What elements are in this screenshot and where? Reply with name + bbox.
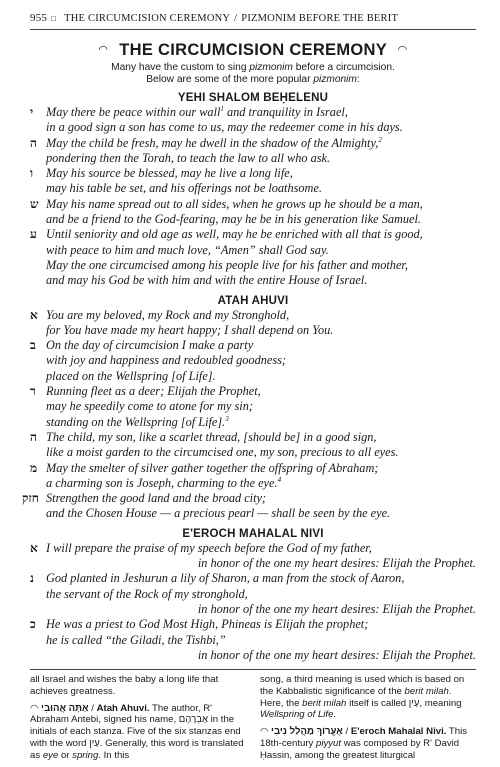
hebrew-heading: אַתָּה אֲהוּבִי: [41, 702, 89, 714]
acrostic-letter: נ: [30, 571, 34, 586]
running-header: [30, 10, 476, 30]
verse-line: he is called “the Giladi, the Tishbi,”: [46, 632, 226, 647]
acrostic-letter: ה: [30, 135, 37, 150]
notes-left-column: [30, 674, 246, 767]
acrostic-letter: א: [30, 307, 38, 322]
verse-line: for You have made my heart happy; I shall depend on You.: [46, 322, 334, 337]
acrostic-letter: ו: [30, 166, 34, 181]
verse-line: and tranquility in Israel,: [223, 105, 348, 119]
acrostic-letter: חזק: [22, 491, 39, 506]
note-term: Wellspring of Life: [260, 709, 334, 721]
stanza: [30, 461, 476, 492]
verse-line: God planted in Jeshurun a lily of Sharon, a man from the stock of Aaron,: [46, 571, 405, 586]
stanza: [22, 491, 476, 522]
running-title-right: PIZMONIM BEFORE THE BERIT: [241, 12, 399, 24]
note-text: .: [333, 709, 337, 721]
intro-text: [30, 62, 476, 86]
square-icon: □: [51, 13, 57, 23]
section-heading-yehi-shalom: YEHI SHALOM BEḤELENU: [177, 92, 329, 104]
note-text: was composed by R' David Ḥassin, among the greatest liturgical: [260, 738, 460, 761]
acrostic-letter: ה: [30, 429, 37, 444]
stanza: [30, 338, 476, 384]
header-separator: /: [234, 12, 238, 24]
note-paragraph: [260, 674, 476, 721]
verse-line: The child, my son, like a scarlet thread, [should be] in a good sign,: [46, 429, 377, 444]
note-text: . Here, the: [260, 685, 452, 709]
verse-line: like a moist garden to the circumcised one, my son, precious to all eyes.: [46, 445, 399, 460]
acrostic-letter: ע: [30, 227, 37, 242]
intro-line1-a: Many have the custom to sing: [111, 62, 250, 73]
note-text: , meaning: [419, 697, 462, 709]
stanza: [30, 617, 476, 663]
note-text: in the initials of each stanza. Five of the six stanzas end with the word: [30, 714, 241, 750]
acrostic-letter: ב: [30, 338, 36, 353]
verse-line: pondering then the Torah, to teach the law to all who ask.: [46, 150, 331, 165]
intro-line1-c: before a circumcision.: [292, 62, 395, 73]
verse-line: with peace to him and much love, “Amen” shall God say.: [46, 242, 329, 257]
note-text: or: [58, 749, 73, 761]
acrostic-letter: מ: [30, 460, 38, 475]
ornament-right-icon: ◠: [397, 44, 408, 56]
note-paragraph: all Israel and wishes the baby a long life that achieves greatness.: [30, 674, 219, 697]
commentary-notes: [30, 674, 476, 767]
stanza: [30, 541, 476, 572]
note-term: piyyut: [316, 738, 342, 750]
prayer-page: [22, 10, 476, 767]
stanza: [30, 136, 476, 167]
slash: /: [342, 726, 351, 738]
verse-line: May there be peace within our wall: [46, 105, 221, 119]
note-text: . In this: [98, 749, 130, 761]
ornament-icon: ◠: [30, 702, 39, 714]
note-text: itself is called: [346, 697, 409, 709]
verse-line: the servant of the Rock of my stronghold,: [46, 586, 248, 601]
verse-line: and may his God be with him and with the entire House of Israel.: [46, 273, 368, 288]
acrostic-letter: י: [30, 105, 34, 119]
stanza: [30, 384, 476, 430]
verse-line: You are my beloved, my Rock and my Stronghold,: [46, 307, 290, 322]
hebrew-word: אַבְרָהָם: [178, 714, 208, 726]
note-paragraph: [260, 726, 476, 761]
verse-line: may his table be set, and his offerings not be loathsome.: [46, 181, 322, 196]
intro-line2-a: Below are some of the more popular: [146, 74, 314, 85]
section-heading-eeroch: E'EROCH MAHALAL NIVI: [182, 527, 324, 540]
refrain-line: in honor of the one my heart desires: Elijah the Prophet.: [197, 556, 476, 571]
note-term: berit milah: [302, 697, 347, 709]
acrostic-letter: ר: [30, 384, 36, 399]
ornament-icon: ◠: [260, 726, 269, 738]
stanza: [30, 430, 476, 461]
stanza: [30, 308, 476, 339]
verse-line: On the day of circumcision I make a party: [46, 338, 254, 353]
note-text: . Generally, this word is translated as: [30, 738, 244, 761]
note-paragraph: [30, 703, 246, 762]
acrostic-letter: כ: [30, 617, 36, 632]
notes-right-column: [260, 674, 476, 767]
notes-divider: [30, 669, 476, 670]
page-title-text: THE CIRCUMCISION CEREMONY: [119, 41, 387, 59]
intro-line1-term: pizmonim: [249, 62, 293, 73]
verse-line: May the smelter of silver gather together the offspring of Abraham;: [46, 460, 379, 475]
stanza: [30, 227, 476, 288]
acrostic-letter: א: [30, 540, 38, 555]
verse-line: a charming son is Joseph, charming to the eye.: [46, 475, 278, 490]
verse-line: May his source be blessed, may he live a long life,: [46, 166, 293, 181]
intro-line2-c: :: [356, 74, 360, 85]
verse-line: with joy and happiness and redoubled goodness;: [46, 353, 286, 368]
note-text: This 18th-century: [260, 726, 468, 750]
section-heading-atah-ahuvi: ATAH AHUVI: [217, 294, 289, 307]
note-text: The author, R' Abraham Antebi, signed his name,: [30, 702, 212, 726]
verse-line: placed on the Wellspring [of Life].: [46, 368, 216, 383]
verse-line: may he speedily come to atone for my sin;: [46, 399, 253, 414]
slash: /: [88, 702, 97, 714]
note-term: spring: [72, 749, 99, 761]
verse-line: and the Chosen House — a precious pearl — shall be seen by the eye.: [46, 506, 391, 521]
note-term: eye: [42, 749, 59, 761]
verse-line: May the child be fresh, may he dwell in the shadow of the Almighty,: [46, 135, 379, 150]
verse-line: May the one circumcised among his people live for his father and mother,: [46, 257, 408, 272]
refrain-line: in honor of the one my heart desires: Elijah the Prophet.: [197, 647, 476, 662]
verse-line: in a good sign a son has come to us, may the redeemer come in his days.: [46, 120, 403, 135]
hebrew-word: עַיִן: [408, 697, 420, 709]
verse-line: He was a priest to God Most High, Phineas is Elijah the prophet;: [46, 617, 369, 632]
verse-line: standing on the Wellspring [of Life].: [46, 414, 226, 429]
verse-line: Strengthen the good land and the broad city;: [46, 491, 267, 506]
ornament-left-icon: ◠: [98, 44, 109, 56]
verse-line: May his name spread out to all sides, when he grows up he should be a man,: [46, 196, 423, 211]
stanza: [30, 166, 476, 197]
footnote-marker: 1: [220, 104, 224, 113]
running-title-left: THE CIRCUMCISION CEREMONY: [64, 12, 231, 24]
acrostic-letter: ש: [30, 196, 39, 211]
verse-line: and be a friend to the God-fearing, may he be in his generation like Samuel.: [46, 212, 421, 227]
verse-line: Running fleet as a deer; Elijah the Prophet,: [46, 384, 261, 399]
page-title: [30, 41, 476, 60]
footnote-marker: 3: [225, 414, 229, 423]
note-term: berit milah: [404, 685, 449, 697]
note-heading: Atah Ahuvi.: [96, 702, 150, 714]
page-number: 955: [30, 12, 48, 24]
footnote-marker: 4: [277, 475, 282, 484]
stanza: [30, 197, 476, 228]
verse-line: I will prepare the praise of my speech before the God of my father,: [46, 540, 372, 555]
hebrew-heading: אֶעֱרוֹךְ מַהֲלַל נִיבִי: [271, 726, 343, 738]
stanza: [30, 571, 476, 617]
note-heading: E'eroch Mahalal Nivi.: [350, 726, 447, 738]
verse-line: Until seniority and old age as well, may he be enriched with all that is good,: [46, 227, 423, 242]
refrain-line: in honor of the one my heart desires: Elijah the Prophet.: [197, 601, 476, 616]
stanza: [30, 105, 476, 136]
footnote-marker: 2: [378, 135, 382, 144]
hebrew-word: עַיִן: [89, 738, 100, 750]
note-text: song, a third meaning is used which is based on the Kabbalistic significance of the: [260, 674, 465, 697]
intro-line2-term: pizmonim: [313, 74, 357, 85]
